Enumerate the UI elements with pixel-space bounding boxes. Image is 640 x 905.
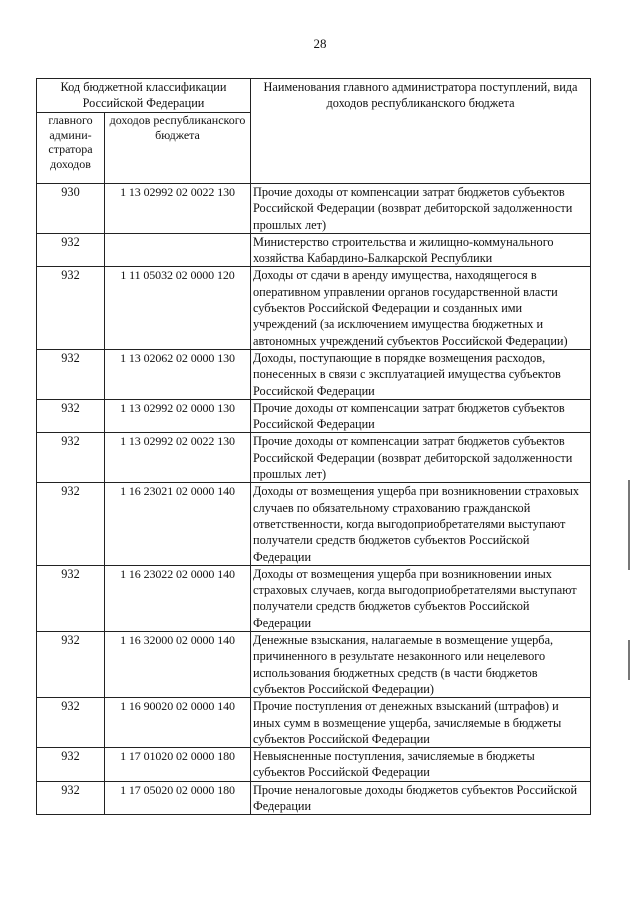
table-row (37, 433, 591, 483)
revenue-name-cell: Невыясненные поступления, зачисляемые в бюджеты субъектов Российской Федерации (251, 748, 591, 782)
revenue-name-cell: Прочие доходы от компенсации затрат бюджетов субъектов Российской Федерации (возврат дебиторской задолженности прошлых лет) (251, 433, 591, 483)
admin-code-cell: 932 (37, 748, 105, 782)
revenue-name-cell: Прочие доходы от компенсации затрат бюджетов субъектов Российской Федерации (251, 399, 591, 433)
admin-code-cell: 932 (37, 698, 105, 748)
table-row (37, 781, 591, 815)
table-row (37, 565, 591, 631)
admin-code-cell: 932 (37, 632, 105, 698)
revenue-code-cell: 1 11 05032 02 0000 120 (105, 267, 251, 349)
revenue-name-cell: Прочие доходы от компенсации затрат бюджетов субъектов Российской Федерации (возврат дебиторской задолженности прошлых лет) (251, 184, 591, 234)
revenue-code-cell: 1 16 32000 02 0000 140 (105, 632, 251, 698)
revenue-code-cell: 1 13 02992 02 0022 130 (105, 184, 251, 234)
revenue-name-cell: Доходы от возмещения ущерба при возникновении иных страховых случаев, когда выгодоприобретателями выступают получатели средств бюджетов субъектов Российской Федерации (251, 565, 591, 631)
revenue-code-cell: 1 16 23021 02 0000 140 (105, 483, 251, 565)
table-row (37, 632, 591, 698)
revenue-code-cell: 1 13 02992 02 0000 130 (105, 399, 251, 433)
scan-edge-mark (628, 640, 630, 680)
table-row (37, 399, 591, 433)
header-row-top (37, 79, 591, 113)
table-row (37, 698, 591, 748)
table-row (37, 184, 591, 234)
table-row (37, 349, 591, 399)
revenue-code-cell: 1 13 02992 02 0022 130 (105, 433, 251, 483)
admin-code-cell: 932 (37, 483, 105, 565)
table-row (37, 267, 591, 349)
revenue-name-cell: Доходы, поступающие в порядке возмещения расходов, понесенных в связи с эксплуатацией имущества субъектов Российской Федерации (251, 349, 591, 399)
header-admin-column: главного админи-стратора доходов (37, 113, 105, 184)
revenue-code-cell (105, 233, 251, 267)
admin-code-cell: 932 (37, 433, 105, 483)
revenue-name-cell: Прочие неналоговые доходы бюджетов субъектов Российской Федерации (251, 781, 591, 815)
revenue-code-cell: 1 17 01020 02 0000 180 (105, 748, 251, 782)
admin-code-cell: 932 (37, 233, 105, 267)
table-row (37, 748, 591, 782)
revenue-name-cell: Министерство строительства и жилищно-коммунального хозяйства Кабардино-Балкарской Республики (251, 233, 591, 267)
revenue-name-cell: Доходы от возмещения ущерба при возникновении страховых случаев по обязательному страхованию гражданской ответственности, когда выгодоприобретателями выступают получатели средств бюджетов субъектов Российской Федерации (251, 483, 591, 565)
budget-classification-table (36, 78, 591, 815)
revenue-code-cell: 1 17 05020 02 0000 180 (105, 781, 251, 815)
revenue-name-cell: Денежные взыскания, налагаемые в возмещение ущерба, причиненного в результате незаконного или нецелевого использования бюджетных средств (в части бюджетов субъектов Российской Федерации) (251, 632, 591, 698)
page-number: 28 (313, 36, 327, 51)
revenue-code-cell: 1 16 90020 02 0000 140 (105, 698, 251, 748)
admin-code-cell: 932 (37, 565, 105, 631)
table-row (37, 233, 591, 267)
table-row (37, 483, 591, 565)
admin-code-cell: 932 (37, 781, 105, 815)
admin-code-cell: 932 (37, 267, 105, 349)
scan-edge-mark (628, 480, 630, 570)
admin-code-cell: 930 (37, 184, 105, 234)
header-name-column: Наименования главного администратора поступлений, вида доходов республиканского бюджета (251, 79, 591, 184)
header-code-group: Код бюджетной классификации Российской Федерации (37, 79, 251, 113)
admin-code-cell: 932 (37, 399, 105, 433)
revenue-code-cell: 1 13 02062 02 0000 130 (105, 349, 251, 399)
revenue-code-cell: 1 16 23022 02 0000 140 (105, 565, 251, 631)
admin-code-cell: 932 (37, 349, 105, 399)
revenue-name-cell: Прочие поступления от денежных взысканий (штрафов) и иных сумм в возмещение ущерба, зачисляемые в бюджеты субъектов Российской Федерации (251, 698, 591, 748)
header-revenue-column: доходов республиканского бюджета (105, 113, 251, 184)
revenue-name-cell: Доходы от сдачи в аренду имущества, находящегося в оперативном управлении органов государственной власти субъектов Российской Федерации и созданных ими учреждений (за исключением имущества бюджетных и автономных учреждений субъектов Российской Федерации) (251, 267, 591, 349)
